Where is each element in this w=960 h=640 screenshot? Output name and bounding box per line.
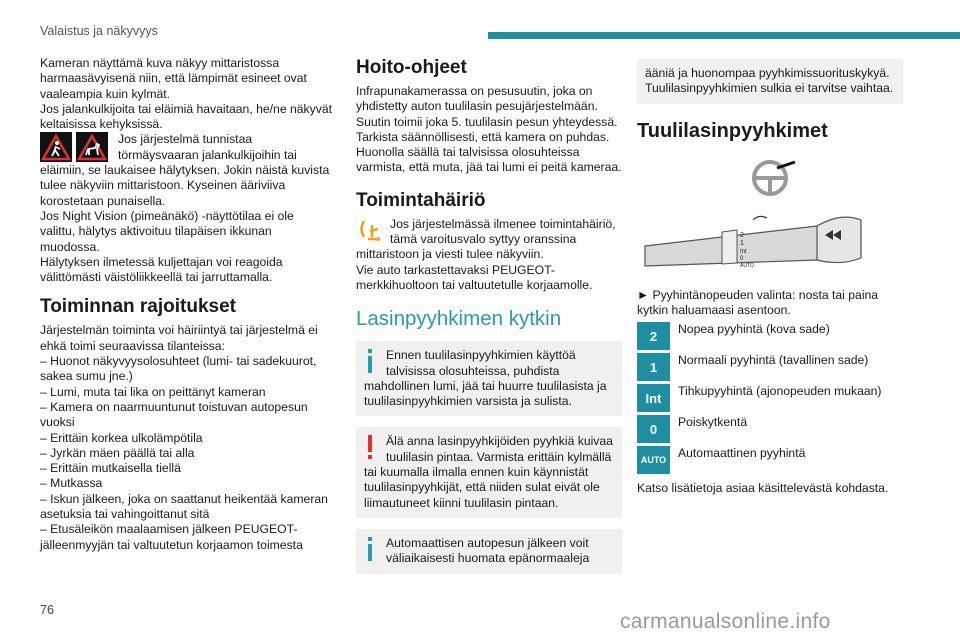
stalk-mark: 1 — [740, 239, 744, 247]
limits-intro: Järjestelmän toiminta voi häiriintyä tai järjestelmä ei ehkä toimi seuraavissa tilanteissa: — [40, 323, 318, 353]
stalk-mark: 0 — [740, 255, 744, 262]
speed-label: Nopea pyyhintä (kova sade) — [678, 322, 830, 337]
wiper-stalk-illustration — [637, 148, 903, 288]
speed-badge: AUTO — [637, 446, 670, 477]
note-text: Älä anna lasinpyyhkijöiden pyyhkiä kuivaa tuulilasin pintaa. Varmista erittäin kylmällä tai kuumalla ilmalla ennen kuin käynnistät tuulilasinpyyhkijät, että niiden sulat eivät ole liimautuneet kiinni tuulilasin pintaan. — [364, 434, 613, 510]
info-icon — [364, 537, 378, 561]
intro-paragraph: Kameran näyttämä kuva näkyy mittaristossa harmaasävyisenä niin, että lämpimät esineet ovat vaaleampia kuin kylmät. — [40, 56, 307, 101]
fault-block — [356, 217, 622, 263]
reaction-text: Hälytyksen ilmetessä kuljettajan voi reagoida välittömästi väistöliikkeellä tai jarruttamalla. — [40, 254, 283, 285]
list-item: – Etusäleikön maalaamisen jälkeen PEUGEOT-jälleenmyyjän tai valtuutetun korjaamon toimesta — [40, 522, 303, 552]
list-item: – Jyrkän mäen päällä tai alla — [40, 445, 195, 460]
list-item: – Huonot näkyvyysolosuhteet (lumi- tai sadekuurot, sakea sumu jne.) — [40, 354, 317, 384]
column-left — [40, 56, 332, 553]
stalk-mark: Int — [740, 248, 747, 255]
section-header: Valaistus ja näkyvyys — [40, 24, 158, 38]
list-item: – Mutkassa — [40, 476, 103, 491]
speed-row — [637, 353, 903, 384]
header-accent-bar — [488, 32, 960, 39]
note-text: ääniä ja huonompaa pyyhkimissuorituskykyä. Tuulilasinpyyhkimien sulkia ei tarvitse vaihtaa. — [645, 66, 894, 96]
care-title: Hoito-ohjeet — [356, 57, 467, 78]
page-number: 76 — [40, 603, 54, 617]
animal-alert-icon — [76, 132, 108, 162]
info-note — [356, 529, 622, 574]
column-middle — [356, 56, 622, 585]
speed-row — [637, 415, 903, 446]
speed-row — [637, 322, 903, 353]
warning-lamp-icon — [356, 217, 384, 245]
speed-badge: 1 — [637, 353, 670, 384]
speed-badge: 0 — [637, 415, 670, 446]
fault-text: Jos järjestelmässä ilmenee toimintahäiriö, tämä varoitusvalo syttyy oranssina mittaristoon ja viesti tulee näkyviin. — [356, 216, 616, 262]
speed-badge: Int — [637, 384, 670, 415]
speed-select-text: ► Pyyhintänopeuden valinta: nosta tai paina kytkin haluamaasi asentoon. — [637, 287, 879, 317]
stalk-mark: AUTO — [740, 262, 754, 269]
pedestrian-alert-icon — [40, 132, 72, 162]
footer-text: Katso lisätietoja asiaa käsittelevästä kohdasta. — [637, 481, 889, 496]
wiper-switch-title: Lasinpyyhkimen kytkin — [356, 307, 562, 331]
collision-text: Jos järjestelmä tunnistaa törmäysvaaran jalankulkijoihin tai eläimiin, se laukaisee hälytyksen. Jokin näistä kuvista tulee näkyviin mittaristoon. Kyseinen ääriviiva korostetaan punaisella. — [40, 132, 330, 208]
speed-label: Tihkupyyhintä (ajonopeuden mukaan) — [678, 384, 882, 399]
warning-icon — [364, 435, 378, 459]
list-item: – Lumi, muta tai lika on peittänyt kameran — [40, 384, 266, 399]
care-text: Infrapunakamerassa on pesusuutin, joka on yhdistetty auton tuulilasin pesujärjestelmään. Suutin toimii joka 5. tuulilasin pesun yhteydessä. Tarkista säännöllisesti, että kamera on puhdas. Huonolla säällä tai talvisissa olosuhteissa varmista, että muta, jää tai lumi ei peitä kameraa. — [356, 84, 622, 175]
note-text: Automaattisen autopesun jälkeen voit väliaikaisesti huomata epänormaaleja — [386, 535, 590, 566]
speed-list — [637, 322, 903, 477]
speed-label: Normaali pyyhintä (tavallinen sade) — [678, 353, 869, 368]
fault-title: Toimintahäiriö — [356, 189, 486, 211]
speed-label: Poiskytkentä — [678, 415, 748, 430]
list-item: – Kamera on naarmuuntunut toistuvan autopesun vuoksi — [40, 399, 308, 430]
collision-alert-block — [40, 132, 332, 208]
limits-title: Toiminnan rajoitukset — [40, 296, 237, 318]
speed-label: Automaattinen pyyhintä — [678, 446, 806, 461]
wipers-title: Tuulilasinpyyhkimet — [637, 119, 828, 142]
list-item: – Erittäin korkea ulkolämpötila — [40, 430, 203, 445]
fault-text-2: Vie auto tarkastettavaksi PEUGEOT-merkkihuoltoon tai valtuutetulle korjaamolle. — [356, 262, 593, 292]
night-vision-text: Jos Night Vision (pimeänäkö) -näyttötilaa ei ole valittu, hälytys aktivoituu tilapäisen ikkunan muodossa. — [40, 208, 294, 254]
info-icon — [364, 349, 378, 373]
list-item: – Iskun jälkeen, joka on saattanut heikentää kameran asetuksia tai vahingoittanut sitä — [40, 491, 328, 522]
column-right — [637, 56, 903, 496]
steering-wheel-icon — [637, 148, 903, 288]
watermark: carmanualsonline.info — [620, 610, 831, 633]
speed-badge: 2 — [637, 322, 670, 353]
info-note-continued — [637, 59, 903, 104]
info-note — [356, 341, 622, 416]
stalk-mark: 2 — [740, 231, 744, 239]
list-item: – Erittäin mutkaisella tiellä — [40, 461, 181, 476]
speed-row — [637, 384, 903, 415]
intro-paragraph: Jos jalankulkijoita tai eläimiä havaitaan, he/ne näkyvät keltaisissa kehyksissä. — [40, 101, 332, 132]
warning-note — [356, 427, 622, 517]
speed-row — [637, 446, 903, 477]
note-text: Ennen tuulilasinpyyhkimien käyttöä talvisissa olosuhteissa, puhdista mahdollinen lumi, jää tai huurre tuulilasista ja tuulilasinpyyhkimien varsista ja sulista. — [364, 348, 607, 409]
